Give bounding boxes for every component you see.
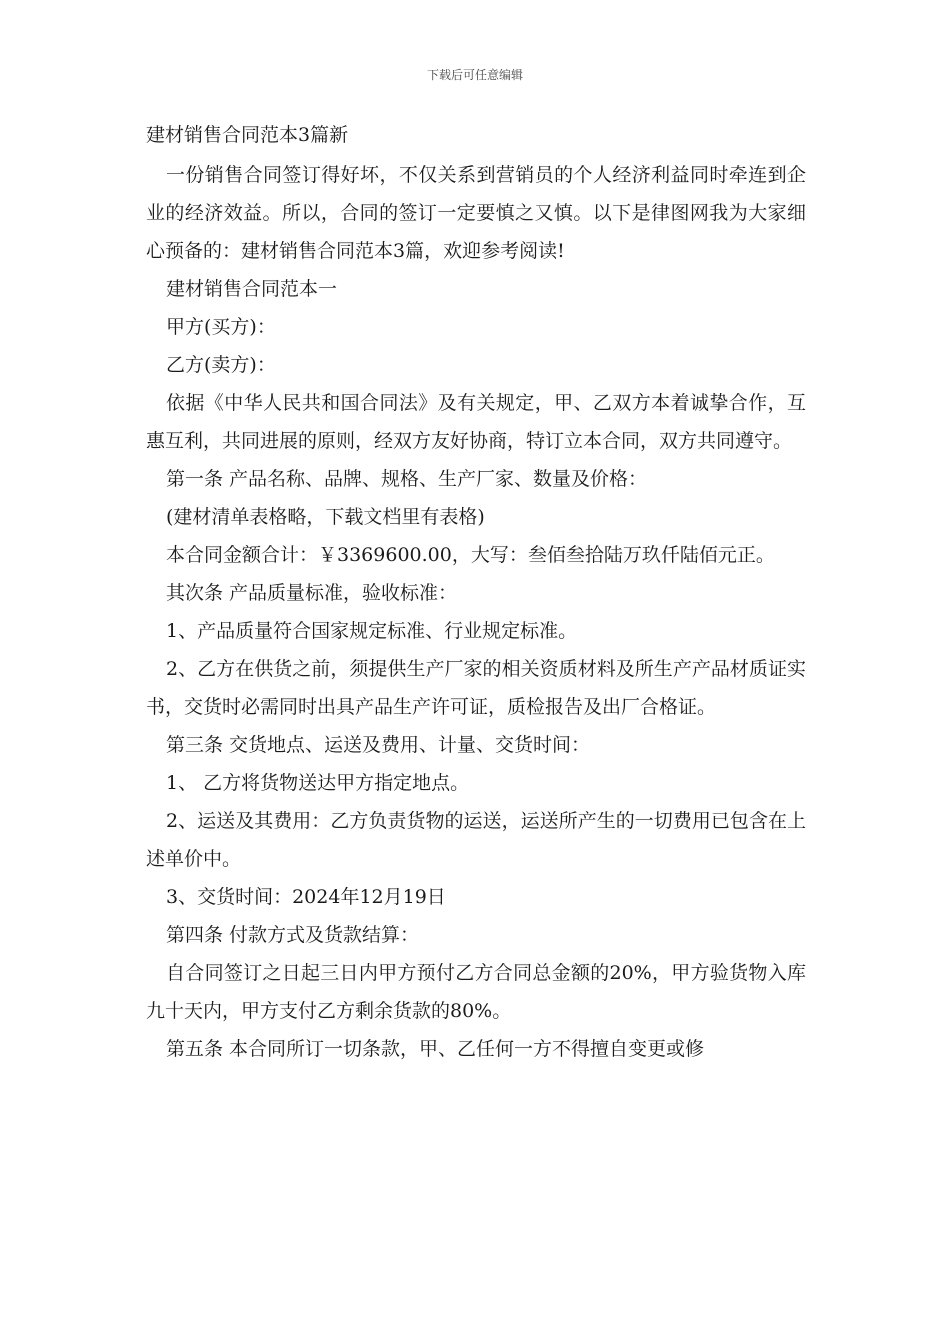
paragraph: 依据《中华人民共和国合同法》及有关规定，甲、乙双方本着诚挚合作，互惠互利，共同进展的原则，经双方友好协商，特订立本合同，双方共同遵守。 <box>146 392 806 452</box>
paragraph: 3、交货时间：2024年12月19日 <box>166 886 446 908</box>
paragraph: 本合同金额合计：￥3369600.00，大写：叁佰叁拾陆万玖仟陆佰元正。 <box>166 544 775 566</box>
paragraph: 自合同签订之日起三日内甲方预付乙方合同总金额的20%，甲方验货物入库九十天内，甲方支付乙方剩余货款的80%。 <box>146 962 806 1022</box>
paragraph: 建材销售合同范本一 <box>166 278 338 300</box>
paragraph: 甲方(买方)： <box>166 316 276 338</box>
document-title: 建材销售合同范本3篇新 <box>146 124 349 146</box>
paragraph: 第一条 产品名称、品牌、规格、生产厂家、数量及价格： <box>166 468 648 490</box>
paragraph: 1、 乙方将货物送达甲方指定地点。 <box>166 772 470 794</box>
paragraph: 第四条 付款方式及货款结算： <box>166 924 420 946</box>
paragraph: 1、产品质量符合国家规定标准、行业规定标准。 <box>166 620 578 642</box>
document-body <box>146 156 806 1068</box>
paragraph: 2、运送及其费用：乙方负责货物的运送，运送所产生的一切费用已包含在上述单价中。 <box>146 810 806 870</box>
paragraph: 2、乙方在供货之前，须提供生产厂家的相关资质材料及所生产产品材质证实书，交货时必需同时出具产品生产许可证，质检报告及出厂合格证。 <box>146 658 806 718</box>
paragraph: 其次条 产品质量标准，验收标准： <box>166 582 458 604</box>
paragraph: 乙方(卖方)： <box>166 354 276 376</box>
page-header: 下载后可任意编辑 <box>426 68 523 82</box>
paragraph: 第五条 本合同所订一切条款，甲、乙任何一方不得擅自变更或修 <box>166 1038 705 1060</box>
paragraph: 一份销售合同签订得好坏，不仅关系到营销员的个人经济利益同时牵连到企业的经济效益。所以，合同的签订一定要慎之又慎。以下是律图网我为大家细心预备的：建材销售合同范本3篇，欢迎参考阅读! <box>146 164 806 262</box>
paragraph: 第三条 交货地点、运送及费用、计量、交货时间： <box>166 734 591 756</box>
paragraph: (建材清单表格略，下载文档里有表格) <box>166 506 485 528</box>
